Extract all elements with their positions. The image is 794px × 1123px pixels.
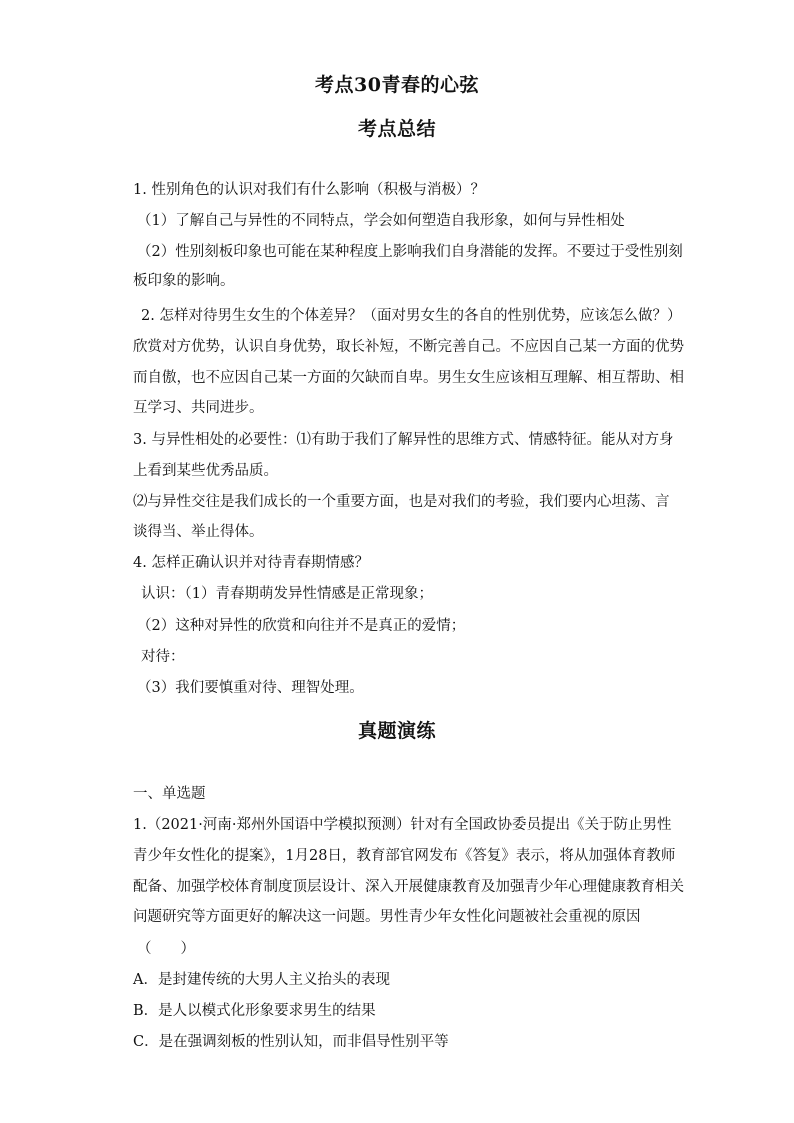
question-line: 配备、加强学校体育制度顶层设计、深入开展健康教育及加强青少年心理健康教育相关 xyxy=(133,879,684,895)
page-title: 考点30青春的心弦 xyxy=(315,74,479,96)
summary-line: 2. 怎样对待男生女生的个体差异？（面对男女生的各自的性别优势，应该怎么做？） xyxy=(141,308,682,324)
summary-line: （2）性别刻板印象也可能在某种程度上影响我们自身潜能的发挥。不要过于受性别刻 xyxy=(137,244,683,260)
practice-heading: 真题演练 xyxy=(357,720,436,742)
summary-line: （1）了解自己与异性的不同特点，学会如何塑造自我形象，如何与异性相处 xyxy=(137,213,625,229)
summary-line: 谈得当、举止得体。 xyxy=(133,524,264,540)
summary-line: 对待： xyxy=(141,649,185,665)
summary-line: 3. 与异性相处的必要性：⑴有助于我们了解异性的思维方式、情感特征。能从对方身 xyxy=(133,432,674,448)
question-line: 问题研究等方面更好的解决这一问题。男性青少年女性化问题被社会重视的原因 xyxy=(133,909,641,925)
option-a: A．是封建传统的大男人主义抬头的表现 xyxy=(133,972,390,988)
summary-line: 1. 性别角色的认识对我们有什么影响（积极与消极）？ xyxy=(133,182,485,198)
summary-line: ⑵与异性交往是我们成长的一个重要方面，也是对我们的考验，我们要内心坦荡、言 xyxy=(133,494,670,510)
question-line: 1.（2021·河南·郑州外国语中学模拟预测）针对有全国政协委员提出《关于防止男性 xyxy=(133,817,672,833)
summary-line: 板印象的影响。 xyxy=(133,273,235,289)
option-b: B．是人以模式化形象要求男生的结果 xyxy=(133,1003,376,1019)
summary-line: 互学习、共同进步。 xyxy=(133,400,264,416)
summary-line: 而自傲，也不应因自己某一方面的欠缺而自卑。男生女生应该相互理解、相互帮助、相 xyxy=(133,370,684,386)
summary-line: 上看到某些优秀品质。 xyxy=(133,463,278,479)
option-c: C．是在强调刻板的性别认知，而非倡导性别平等 xyxy=(133,1034,449,1050)
answer-blank: （ ） xyxy=(137,941,195,957)
summary-line: 认识：（1）青春期萌发异性情感是正常现象； xyxy=(141,586,433,602)
summary-line: （2）这种对异性的欣赏和向往并不是真正的爱情； xyxy=(137,618,466,634)
question-line: 青少年女性化的提案》，1月28日，教育部官网发布《答复》表示，将从加强体育教师 xyxy=(133,848,676,864)
summary-line: （3）我们要慎重对待、理智处理。 xyxy=(137,680,364,696)
section-label: 一、单选题 xyxy=(133,786,206,802)
summary-heading: 考点总结 xyxy=(357,118,436,140)
summary-line: 4. 怎样正确认识并对待青春期情感？ xyxy=(133,555,369,571)
summary-line: 欣赏对方优势，认识自身优势，取长补短，不断完善自己。不应因自己某一方面的优势 xyxy=(133,339,684,355)
